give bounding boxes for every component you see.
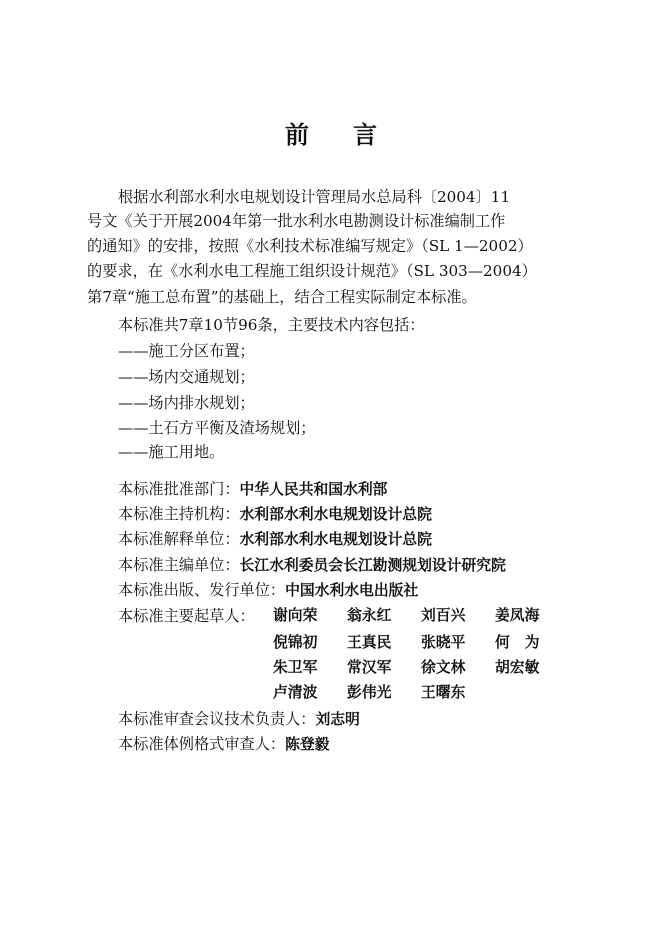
info-value: 中国水利水电出版社 bbox=[285, 582, 419, 599]
drafters-label: 本标准主要起草人： bbox=[118, 607, 255, 625]
drafter-name: 姜凤海 bbox=[495, 607, 540, 624]
paragraph-line: 号文《关于开展2004年第一批水利水电勘测设计标准编制工作 bbox=[87, 212, 506, 230]
list-item: ——场内交通规划； bbox=[118, 368, 255, 386]
drafter-name: 刘百兴 bbox=[421, 607, 466, 624]
info-host bbox=[118, 503, 432, 525]
paragraph-line: 第7章“施工总布置”的基础上，结合工程实际制定本标准。 bbox=[87, 288, 477, 306]
info-editor bbox=[118, 554, 506, 576]
list-item: ——场内排水规划； bbox=[118, 394, 255, 412]
reviewer-label: 本标准体例格式审查人： bbox=[118, 735, 286, 753]
drafter-name: 谢向荣 bbox=[273, 607, 318, 624]
paragraph-line: 的通知》的安排，按照《水利技术标准编写规定》（SL 1—2002） bbox=[87, 237, 533, 255]
drafter-name: 徐文林 bbox=[421, 659, 466, 676]
list-item: ——施工分区布置； bbox=[118, 342, 255, 360]
info-value: 中华人民共和国水利部 bbox=[239, 481, 388, 498]
drafter-name: 朱卫军 bbox=[273, 659, 318, 676]
drafter-name: 胡宏敏 bbox=[495, 659, 540, 676]
drafter-name: 王真民 bbox=[347, 634, 392, 651]
drafters-row bbox=[273, 632, 569, 654]
list-item: ——施工用地。 bbox=[118, 443, 225, 461]
info-label: 本标准主持机构： bbox=[118, 505, 240, 523]
list-item: ——土石方平衡及渣场规划； bbox=[118, 419, 316, 437]
info-approval bbox=[118, 478, 387, 500]
info-interpretation bbox=[118, 528, 432, 550]
reviewer-technical bbox=[118, 708, 360, 730]
drafter-name: 何 为 bbox=[495, 634, 540, 651]
info-value: 水利部水利水电规划设计总院 bbox=[239, 531, 432, 548]
info-value: 水利部水利水电规划设计总院 bbox=[239, 506, 432, 523]
drafters-row bbox=[273, 657, 569, 679]
page-title: 前言 bbox=[285, 121, 421, 149]
drafters-row bbox=[273, 605, 569, 627]
drafter-name: 张晓平 bbox=[421, 634, 466, 651]
info-label: 本标准主编单位： bbox=[118, 556, 240, 574]
info-value: 长江水利委员会长江勘测规划设计研究院 bbox=[239, 557, 506, 574]
drafter-name: 卢清波 bbox=[273, 684, 318, 701]
drafters-row bbox=[273, 682, 495, 704]
info-label: 本标准批准部门： bbox=[118, 480, 240, 498]
reviewer-label: 本标准审查会议技术负责人： bbox=[118, 710, 316, 728]
paragraph-line: 根据水利部水利水电规划设计管理局水总局科〔2004〕11 bbox=[118, 188, 511, 206]
drafter-name: 常汉军 bbox=[347, 659, 392, 676]
summary-line: 本标准共7章10节96条，主要技术内容包括： bbox=[118, 316, 425, 334]
drafter-name: 彭伟光 bbox=[347, 684, 392, 701]
reviewer-value: 刘志明 bbox=[315, 711, 360, 728]
drafter-name: 倪锦初 bbox=[273, 634, 318, 651]
info-label: 本标准解释单位： bbox=[118, 530, 240, 548]
reviewer-format bbox=[118, 733, 329, 755]
reviewer-value: 陈登毅 bbox=[285, 736, 330, 753]
paragraph-line: 的要求，在《水利水电工程施工组织设计规范》（SL 303—2004） bbox=[87, 262, 537, 280]
info-label: 本标准出版、发行单位： bbox=[118, 581, 286, 599]
info-publisher bbox=[118, 579, 418, 601]
drafter-name: 翁永红 bbox=[347, 607, 392, 624]
drafter-name: 王曙东 bbox=[421, 684, 466, 701]
